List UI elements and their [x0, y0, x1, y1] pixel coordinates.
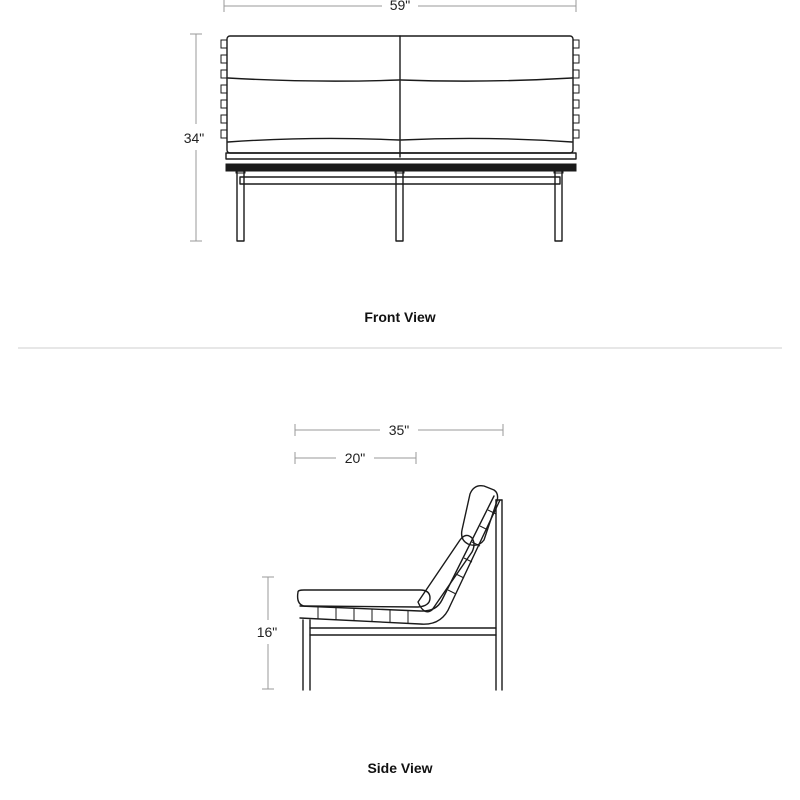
side-depth-dimension	[295, 422, 503, 438]
side-seat-depth-label: 20"	[344, 450, 366, 466]
front-view	[184, 0, 579, 325]
side-depth-label: 35"	[388, 422, 410, 438]
front-width-dimension	[224, 0, 576, 13]
front-height-dimension	[184, 34, 205, 241]
side-seat-height-label: 16"	[256, 624, 278, 640]
front-height-label: 34"	[183, 130, 205, 146]
chair-side-drawing	[298, 486, 502, 690]
side-seat-depth-dimension	[295, 450, 416, 466]
front-view-caption: Front View	[364, 309, 436, 325]
side-view-caption: Side View	[367, 760, 433, 776]
side-seat-height-dimension	[257, 577, 278, 689]
front-width-label: 59"	[389, 0, 411, 13]
side-view	[257, 422, 503, 776]
sofa-front-drawing	[221, 36, 579, 241]
